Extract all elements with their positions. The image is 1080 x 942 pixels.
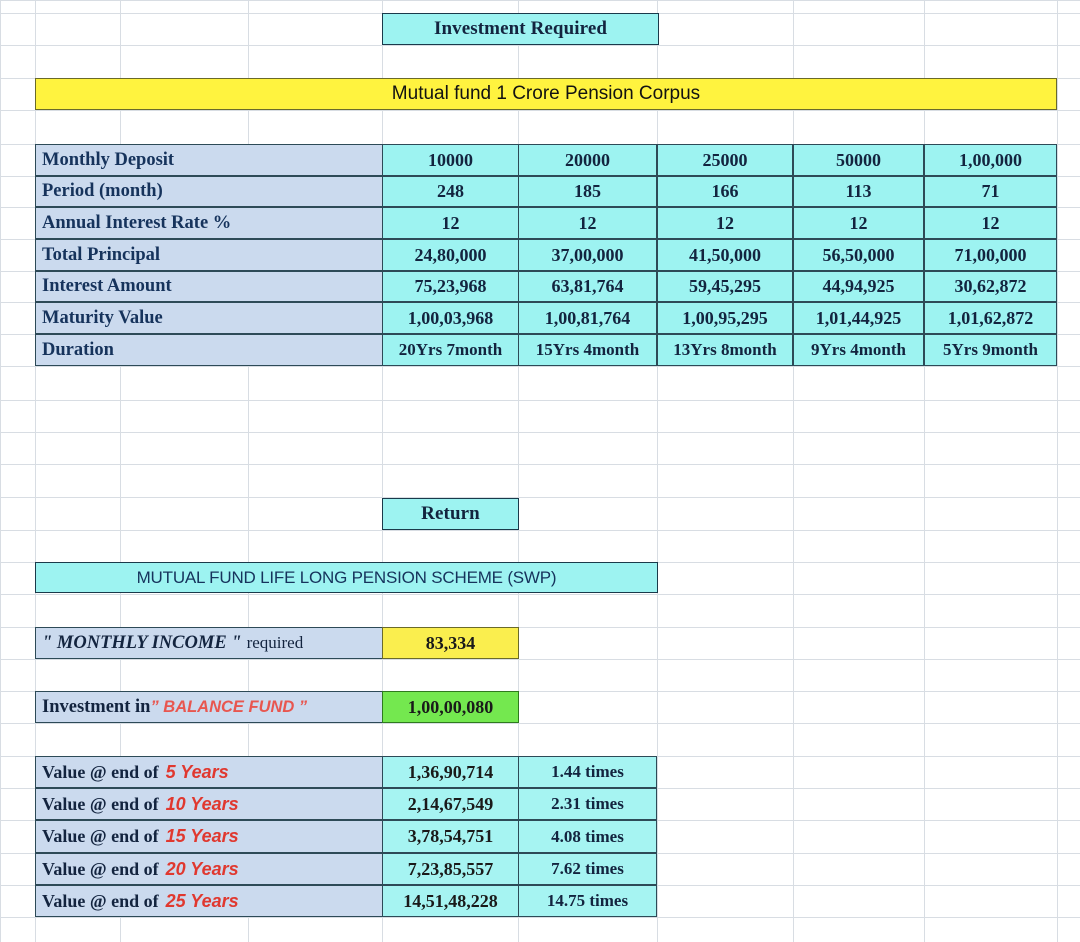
- table-row-label-total-principal: Total Principal: [35, 239, 383, 271]
- table-cell-rate-4: 12: [793, 207, 924, 239]
- table-row-label-duration: Duration: [35, 334, 383, 366]
- table-cell-deposit-5: 1,00,000: [924, 144, 1057, 176]
- value-row-label-text-20yr: Value @ end of: [42, 858, 159, 879]
- value-row-label-text-15yr: Value @ end of: [42, 826, 159, 846]
- balance-fund-name-text: ” BALANCE FUND ”: [150, 697, 308, 716]
- value-row-amount-25yr: 14,51,48,228: [382, 885, 519, 917]
- table-cell-interest-3: 59,45,295: [657, 271, 793, 302]
- value-row-label-text-5yr: Value @ end of: [42, 761, 159, 782]
- value-row-amount-5yr: 1,36,90,714: [382, 756, 519, 788]
- table-row-label-interest-rate: Annual Interest Rate %: [35, 207, 383, 239]
- table-cell-interest-4: 44,94,925: [793, 271, 924, 302]
- value-row-years-5yr: 5 Years: [165, 761, 229, 782]
- monthly-income-value: 83,334: [382, 627, 519, 659]
- table-cell-principal-5: 71,00,000: [924, 239, 1057, 271]
- pension-corpus-banner[interactable]: Mutual fund 1 Crore Pension Corpus: [35, 78, 1057, 110]
- table-cell-period-2: 185: [518, 176, 657, 207]
- table-cell-maturity-1: 1,00,03,968: [382, 302, 519, 334]
- balance-fund-investment-value: 1,00,00,080: [382, 691, 519, 723]
- monthly-income-label: [35, 627, 383, 659]
- value-row-amount-15yr: 3,78,54,751: [382, 820, 519, 853]
- table-cell-maturity-3: 1,00,95,295: [657, 302, 793, 334]
- value-row-label-text-25yr: Value @ end of: [42, 890, 159, 911]
- table-cell-rate-5: 12: [924, 207, 1057, 239]
- value-row-years-25yr: 25 Years: [165, 890, 239, 911]
- value-row-label-text-10yr: Value @ end of: [42, 793, 159, 814]
- table-cell-maturity-4: 1,01,44,925: [793, 302, 924, 334]
- table-cell-principal-1: 24,80,000: [382, 239, 519, 271]
- value-row-label-20yr: [35, 853, 383, 885]
- table-cell-rate-1: 12: [382, 207, 519, 239]
- value-row-times-5yr: 1.44 times: [518, 756, 657, 788]
- table-cell-duration-4: 9Yrs 4month: [793, 334, 924, 366]
- value-row-label-10yr: [35, 788, 383, 820]
- investment-in-text: Investment in: [42, 696, 151, 717]
- table-cell-deposit-4: 50000: [793, 144, 924, 176]
- table-row-label-maturity-value: Maturity Value: [35, 302, 383, 334]
- balance-fund-investment-label: [35, 691, 383, 723]
- value-row-times-15yr: 4.08 times: [518, 820, 657, 853]
- table-cell-rate-3: 12: [657, 207, 793, 239]
- table-row-label-interest-amount: Interest Amount: [35, 271, 383, 302]
- investment-required-header[interactable]: Investment Required: [382, 13, 659, 45]
- value-row-label-15yr: [35, 820, 383, 853]
- table-cell-principal-4: 56,50,000: [793, 239, 924, 271]
- value-row-amount-20yr: 7,23,85,557: [382, 853, 519, 885]
- monthly-income-required-text: required: [246, 633, 304, 652]
- table-cell-duration-5: 5Yrs 9month: [924, 334, 1057, 366]
- table-cell-deposit-1: 10000: [382, 144, 519, 176]
- monthly-income-quoted-text: " MONTHLY INCOME ": [42, 632, 242, 653]
- value-row-amount-10yr: 2,14,67,549: [382, 788, 519, 820]
- table-cell-period-5: 71: [924, 176, 1057, 207]
- table-row-label-period: Period (month): [35, 176, 383, 207]
- value-row-label-5yr: [35, 756, 383, 788]
- table-cell-interest-5: 30,62,872: [924, 271, 1057, 302]
- value-row-times-10yr: 2.31 times: [518, 788, 657, 820]
- table-cell-principal-3: 41,50,000: [657, 239, 793, 271]
- value-row-years-20yr: 20 Years: [165, 858, 239, 879]
- table-cell-duration-3: 13Yrs 8month: [657, 334, 793, 366]
- swp-scheme-banner[interactable]: MUTUAL FUND LIFE LONG PENSION SCHEME (SWP): [35, 562, 658, 593]
- table-cell-duration-2: 15Yrs 4month: [518, 334, 657, 366]
- table-cell-interest-2: 63,81,764: [518, 271, 657, 302]
- table-cell-deposit-3: 25000: [657, 144, 793, 176]
- table-cell-period-3: 166: [657, 176, 793, 207]
- table-cell-interest-1: 75,23,968: [382, 271, 519, 302]
- table-cell-principal-2: 37,00,000: [518, 239, 657, 271]
- table-cell-rate-2: 12: [518, 207, 657, 239]
- table-cell-period-1: 248: [382, 176, 519, 207]
- table-row-label-monthly-deposit: Monthly Deposit: [35, 144, 383, 176]
- return-header[interactable]: Return: [382, 498, 519, 530]
- value-row-years-10yr: 10 Years: [165, 793, 239, 814]
- value-row-years-15yr: 15 Years: [165, 826, 239, 846]
- value-row-times-25yr: 14.75 times: [518, 885, 657, 917]
- table-cell-period-4: 113: [793, 176, 924, 207]
- table-cell-maturity-2: 1,00,81,764: [518, 302, 657, 334]
- table-cell-duration-1: 20Yrs 7month: [382, 334, 519, 366]
- table-cell-deposit-2: 20000: [518, 144, 657, 176]
- value-row-times-20yr: 7.62 times: [518, 853, 657, 885]
- value-row-label-25yr: [35, 885, 383, 917]
- table-cell-maturity-5: 1,01,62,872: [924, 302, 1057, 334]
